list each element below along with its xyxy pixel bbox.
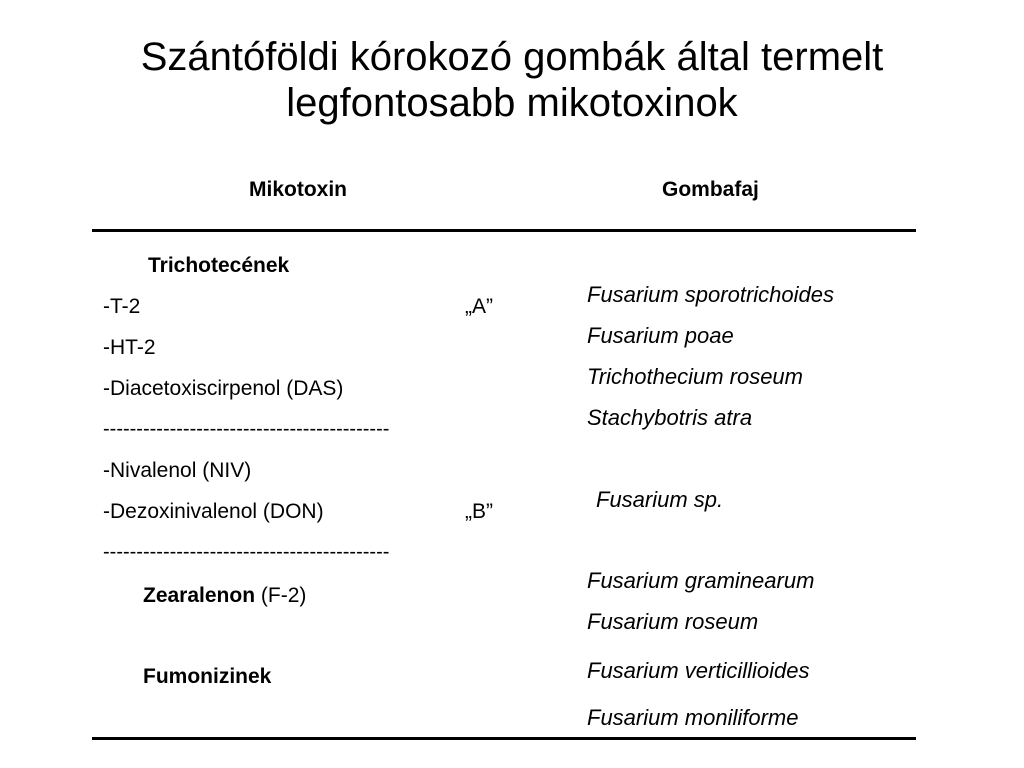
group-b-label: „B” bbox=[465, 500, 493, 523]
species-f-graminearum: Fusarium graminearum bbox=[587, 568, 815, 593]
species-f-poae: Fusarium poae bbox=[587, 323, 734, 348]
header-mikotoxin: Mikotoxin bbox=[249, 178, 347, 201]
species-f-roseum: Fusarium roseum bbox=[587, 609, 759, 634]
toxin-ht2: -HT-2 bbox=[103, 336, 156, 359]
trichotecenek-heading: Trichotecének bbox=[148, 254, 290, 277]
group-a-label: „A” bbox=[465, 295, 493, 318]
zearalenon-name: Zearalenon bbox=[143, 584, 256, 607]
species-f-sporotrichoides: Fusarium sporotrichoides bbox=[587, 282, 834, 307]
title-line-1: Szántóföldi kórokozó gombák által termelt bbox=[140, 35, 884, 79]
bottom-rule bbox=[92, 737, 916, 740]
toxin-das: -Diacetoxiscirpenol (DAS) bbox=[103, 377, 344, 400]
fumonizinek-heading: Fumonizinek bbox=[143, 665, 272, 688]
slide-title bbox=[0, 34, 1024, 126]
title-line-2: legfontosabb mikotoxinok bbox=[286, 81, 738, 125]
toxin-niv: -Nivalenol (NIV) bbox=[103, 459, 252, 482]
species-f-moniliforme: Fusarium moniliforme bbox=[587, 705, 799, 730]
species-t-roseum: Trichothecium roseum bbox=[587, 364, 803, 389]
toxin-don: -Dezoxinivalenol (DON) bbox=[103, 500, 324, 523]
zearalenon-entry bbox=[143, 584, 306, 608]
species-f-verticillioides: Fusarium verticillioides bbox=[587, 658, 810, 683]
top-rule bbox=[92, 229, 916, 232]
toxin-t2: -T-2 bbox=[103, 295, 141, 318]
species-s-atra: Stachybotris atra bbox=[587, 405, 753, 430]
separator-2: ------------------------------------------- bbox=[103, 541, 390, 563]
species-f-sp: Fusarium sp. bbox=[596, 487, 724, 512]
header-gombafaj: Gombafaj bbox=[662, 178, 759, 201]
separator-1: ------------------------------------------- bbox=[103, 418, 390, 440]
zearalenon-code: (F-2) bbox=[255, 584, 307, 607]
